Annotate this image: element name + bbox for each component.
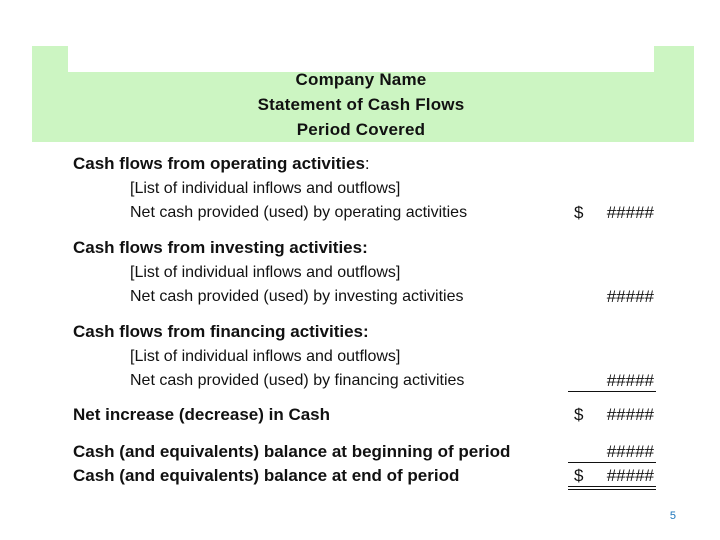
financing-net-label: Net cash provided (used) by financing activities	[130, 372, 465, 389]
investing-heading: Cash flows from investing activities:	[73, 238, 368, 257]
operating-net-label: Net cash provided (used) by operating activities	[130, 204, 468, 221]
end-balance-amount: #####	[606, 466, 654, 485]
investing-amount: #####	[606, 287, 654, 306]
header-top-gap	[68, 46, 654, 72]
operating-heading-text: Cash flows from operating activities	[73, 154, 365, 173]
beginning-balance-label: Cash (and equivalents) balance at beginning of period	[73, 442, 511, 461]
beginning-balance-amount: #####	[606, 442, 654, 461]
end-balance-double-underline-top	[568, 486, 656, 487]
statement-title: Statement of Cash Flows	[257, 95, 465, 114]
period-title: Period Covered	[296, 120, 426, 139]
investing-list-item: [List of individual inflows and outflows]	[130, 264, 401, 281]
financing-list-item: [List of individual inflows and outflows]	[130, 348, 401, 365]
end-balance-currency: $	[574, 466, 584, 485]
operating-heading	[73, 154, 370, 174]
financing-amount: #####	[606, 371, 654, 390]
financing-underline	[568, 391, 656, 392]
operating-list-item: [List of individual inflows and outflows]	[130, 180, 401, 197]
end-balance-label: Cash (and equivalents) balance at end of period	[73, 466, 460, 485]
investing-net-label: Net cash provided (used) by investing activities	[130, 288, 464, 305]
net-change-currency: $	[574, 405, 584, 424]
end-balance-double-underline-bottom	[568, 489, 656, 490]
net-change-label: Net increase (decrease) in Cash	[73, 405, 331, 424]
operating-amount: #####	[606, 203, 654, 222]
page-number: 5	[669, 510, 676, 522]
operating-currency: $	[574, 203, 584, 222]
company-name-title: Company Name	[295, 70, 427, 89]
net-change-amount: #####	[606, 405, 654, 424]
financing-heading: Cash flows from financing activities:	[73, 322, 369, 341]
beginning-balance-underline	[568, 462, 656, 463]
operating-heading-colon: :	[364, 154, 370, 173]
